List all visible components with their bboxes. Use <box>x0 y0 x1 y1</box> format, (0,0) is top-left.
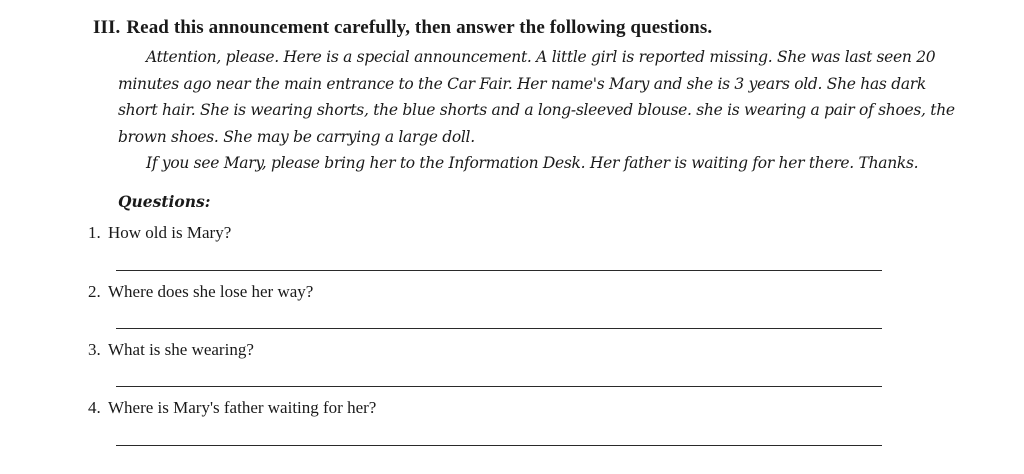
answer-line-1[interactable] <box>116 270 882 271</box>
question-text: What is she wearing? <box>108 340 254 359</box>
question-text: Where is Mary's father waiting for her? <box>108 398 377 417</box>
question-2 <box>88 282 313 302</box>
section-heading <box>93 17 712 39</box>
announcement-passage <box>118 44 958 177</box>
question-number: 2. <box>88 282 101 301</box>
question-number: 1. <box>88 223 101 242</box>
question-4 <box>88 398 376 418</box>
question-text: Where does she lose her way? <box>108 282 314 301</box>
answer-line-4[interactable] <box>116 445 882 446</box>
question-1 <box>88 223 231 243</box>
question-text: How old is Mary? <box>108 223 232 242</box>
question-number: 3. <box>88 340 101 359</box>
passage-paragraph-2: If you see Mary, please bring her to the Information Desk. Her father is waiting for her there. Thanks. <box>146 154 919 172</box>
passage-paragraph-1: Attention, please. Here is a special announcement. A little girl is reported missing. She was last seen 20 minutes ago near the main entrance to the Car Fair. Her name's Mary and she is 3 years old. She has dark short hair. She is wearing shorts, the blue shorts and a long-sleeved blouse. she is wearing a pair of shoes, the brown shoes. She may be carrying a large doll. <box>118 48 955 146</box>
section-title: Read this announcement carefully, then answer the following questions. <box>126 17 713 38</box>
answer-line-2[interactable] <box>116 328 882 329</box>
answer-line-3[interactable] <box>116 386 882 387</box>
question-3 <box>88 340 254 360</box>
question-number: 4. <box>88 398 101 417</box>
questions-label: Questions: <box>118 192 211 211</box>
section-number: III. <box>93 17 121 38</box>
